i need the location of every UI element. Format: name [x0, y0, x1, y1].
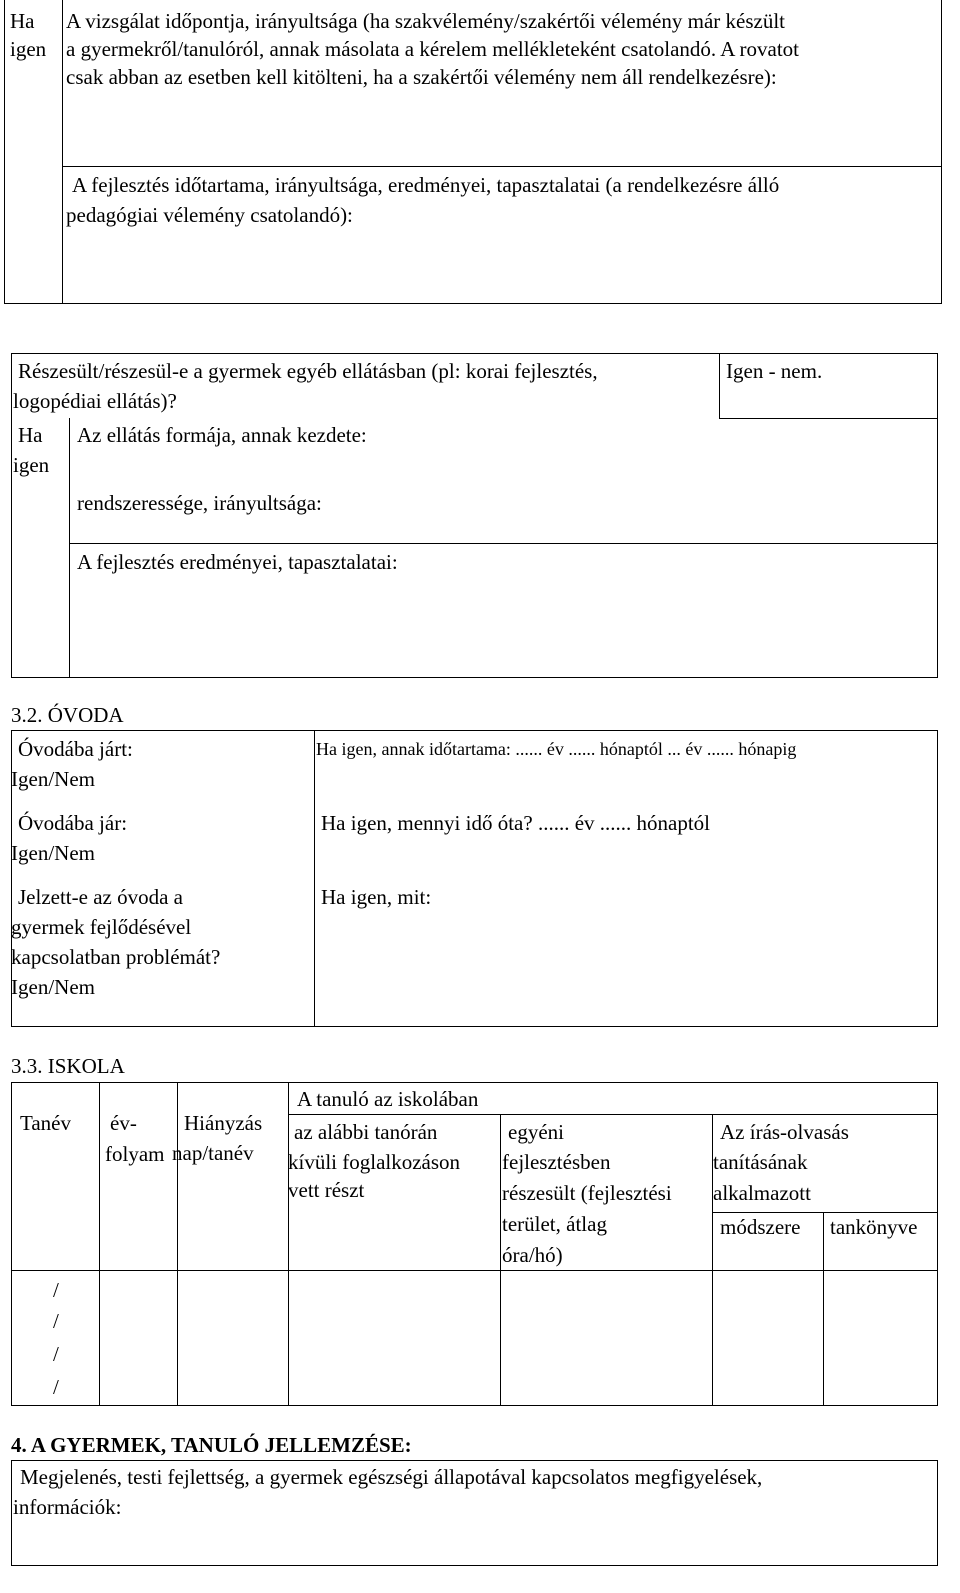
- care-question-line2: logopédiai ellátás)?: [13, 389, 177, 413]
- egyeni-header-1: egyéni: [508, 1120, 564, 1144]
- exam-text-line1: A vizsgálat időpontja, irányultsága (ha szakvélemény/szakértői vélemény már készült: [66, 9, 786, 33]
- evfolyam-header-2: folyam: [105, 1142, 165, 1166]
- care-form-label: Az ellátás formája, annak kezdete:: [77, 423, 367, 447]
- egyeni-header-5: óra/hó): [502, 1243, 563, 1267]
- characterization-text-line1: Megjelenés, testi fejlettség, a gyermek egészségi állapotával kapcsolatos megfigyelések,: [20, 1465, 763, 1489]
- kindergarten-table: [11, 730, 938, 1027]
- problem-question-line1: Jelzett-e az óvoda a: [18, 885, 183, 909]
- row-divider: [62, 166, 942, 167]
- tanoran-header-2: kívüli foglalkozáson: [288, 1150, 461, 1174]
- care-results-label: A fejlesztés eredményei, tapasztalatai:: [77, 550, 398, 574]
- care-regularity-label: rendszeressége, irányultsága:: [77, 491, 322, 515]
- header-bottom: [11, 1270, 938, 1271]
- care-question-line1: Részesült/részesül-e a gyermek egyéb ellátásban (pl: korai fejlesztés,: [18, 359, 598, 383]
- tanoran-header-3: vett részt: [288, 1178, 365, 1202]
- col-divider: [823, 1212, 824, 1406]
- problem-detail-label: Ha igen, mit:: [321, 885, 432, 909]
- attended-label: Óvodába járt:: [18, 737, 133, 761]
- tankonyve-header: tankönyve: [830, 1215, 918, 1239]
- kindergarten-heading: 3.2. ÓVODA: [11, 703, 124, 727]
- attends-label: Óvodába jár:: [18, 811, 128, 835]
- col-divider: [99, 1082, 100, 1406]
- attends-options: Igen/Nem: [11, 841, 95, 865]
- characterization-heading: 4. A GYERMEK, TANULÓ JELLEMZÉSE:: [11, 1433, 412, 1457]
- igen-label: igen: [10, 37, 47, 61]
- care-answer: Igen - nem.: [726, 359, 823, 383]
- egyeni-header-3: részesült (fejlesztési: [502, 1181, 672, 1205]
- iras-header-3: alkalmazott: [713, 1181, 811, 1205]
- year-row-slash: /: [53, 1342, 59, 1366]
- development-text-line1: A fejlesztés időtartama, irányultsága, eredményei, tapasztalatai (a rendelkezésre álló: [72, 173, 780, 197]
- problem-options: Igen/Nem: [11, 975, 95, 999]
- tanoran-header-1: az alábbi tanórán: [294, 1120, 438, 1144]
- attends-duration: Ha igen, mennyi idő óta? ...... év ...... hónaptól: [321, 811, 711, 835]
- year-row-slash: /: [53, 1309, 59, 1333]
- year-row-slash: /: [53, 1278, 59, 1302]
- egyeni-header-4: terület, átlag: [502, 1212, 607, 1236]
- attended-options: Igen/Nem: [11, 767, 95, 791]
- results-divider: [69, 543, 938, 544]
- development-text-line2: pedagógiai vélemény csatolandó):: [66, 203, 353, 227]
- col-divider: [288, 1082, 289, 1406]
- problem-question-line3: kapcsolatban problémát?: [11, 945, 221, 969]
- hianyzas-header-2: nap/tanév: [172, 1141, 254, 1165]
- tanev-header: Tanév: [20, 1111, 72, 1135]
- exam-text-line3: csak abban az esetben kell kitölteni, ha a szakértői vélemény nem áll rendelkezésre):: [66, 65, 777, 89]
- hianyzas-header-1: Hiányzás: [184, 1111, 263, 1135]
- iras-header-2: tanításának: [713, 1150, 808, 1174]
- exam-text-line2: a gyermekről/tanulóról, annak másolata a kérelem mellékleteként csatolandó. A rovatot: [66, 37, 799, 61]
- col-divider: [177, 1082, 178, 1406]
- ha-column-divider: [69, 418, 70, 678]
- iras-header-1: Az írás-olvasás: [720, 1120, 849, 1144]
- modszere-header: módszere: [720, 1215, 801, 1239]
- ha-label: Ha: [10, 9, 35, 33]
- ha-label: Ha: [18, 423, 43, 447]
- egyeni-header-2: fejlesztésben: [502, 1150, 611, 1174]
- tanulo-header: A tanuló az iskolában: [297, 1087, 479, 1111]
- answer-bottom: [719, 418, 938, 419]
- school-heading: 3.3. ISKOLA: [11, 1054, 125, 1078]
- attended-duration: Ha igen, annak időtartama: ...... év ...... hónaptól ... év ...... hónapig: [316, 739, 797, 759]
- col-divider: [500, 1114, 501, 1406]
- year-row-slash: /: [53, 1375, 59, 1399]
- kindergarten-divider: [314, 730, 315, 1027]
- evfolyam-header-1: év-: [110, 1111, 137, 1135]
- column-divider: [62, 0, 63, 304]
- characterization-text-line2: információk:: [13, 1495, 122, 1519]
- igen-label: igen: [13, 453, 50, 477]
- problem-question-line2: gyermek fejlődésével: [11, 915, 192, 939]
- answer-divider: [719, 353, 720, 418]
